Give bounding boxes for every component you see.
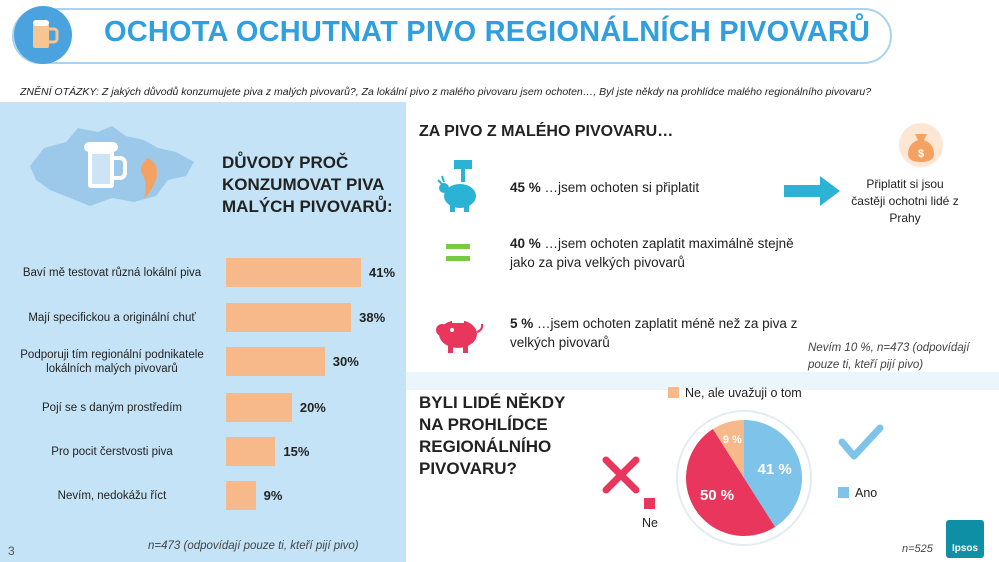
bar-label: Baví mě testovat různá lokální piva	[22, 267, 202, 279]
bar	[226, 347, 325, 376]
beer-mug-icon	[14, 6, 72, 64]
bar-label: Pojí se s daným prostředím	[42, 402, 182, 414]
bar-label: Nevím, nedokážu říct	[57, 490, 167, 502]
legend-swatch	[668, 387, 679, 398]
legend-ne-uvazuji: Ne, ale uvažuji o tom	[668, 386, 802, 400]
price-item-1: 45 % …jsem ochoten si připlatit	[510, 180, 700, 195]
arrow-right-icon	[784, 174, 842, 213]
pie-value-label: 41 %	[757, 461, 792, 479]
visit-pie-chart	[674, 408, 814, 548]
legend-ne: Ne	[642, 516, 658, 530]
ipsos-logo: Ipsos	[946, 520, 984, 558]
bar-label: Mají specifickou a originální chuť	[28, 312, 196, 324]
bar-value-label: 9%	[263, 488, 283, 503]
bar-value-label: 41%	[369, 265, 396, 280]
price-item-3: 5 % …jsem ochoten zaplatit méně než za piva z velkých pivovarů	[510, 316, 798, 350]
pie-value-label: 50 %	[699, 487, 735, 505]
prague-note: Připlatit si jsou častěji ochotni lidé z Prahy	[851, 177, 959, 225]
question-text: ZNĚNÍ OTÁZKY: Z jakých důvodů konzumujete piva z malých pivovarů?, Za lokální pivo z malého pivovaru jsem ochoten…, Byl jste někdy na prohlídce malého regionálního pivovaru?	[20, 86, 872, 98]
nevim-note: Nevím 10 %, n=473 (odpovídají pouze ti, kteří pijí pivo)	[808, 342, 970, 371]
piggy-bank-icon	[430, 310, 486, 361]
bar	[226, 437, 275, 466]
svg-text:$: $	[917, 148, 925, 160]
cross-icon	[600, 456, 642, 499]
reasons-heading: DŮVODY PROČ KONZUMOVAT PIVA MALÝCH PIVOVARŮ:	[222, 153, 393, 216]
bar	[226, 258, 361, 287]
piggy-bank-hammer-icon	[434, 158, 486, 219]
checkmark-icon	[838, 424, 884, 467]
equals-icon	[446, 244, 470, 267]
czech-map-icon	[26, 118, 201, 218]
pie-value-label: 9 %	[722, 433, 742, 446]
bar	[226, 303, 351, 332]
page-number: 3	[8, 544, 15, 558]
legend-swatch	[838, 487, 849, 498]
bar	[226, 393, 292, 422]
legend-ano: Ano	[838, 486, 877, 500]
money-bag-icon	[898, 122, 944, 173]
bar-value-label: 20%	[299, 400, 326, 415]
bar-label: Pro pocit čerstvosti piva	[51, 446, 173, 458]
price-heading: ZA PIVO Z MALÉHO PIVOVARU…	[419, 123, 674, 140]
bar-value-label: 38%	[359, 310, 386, 325]
legend-ne-swatch	[644, 498, 655, 509]
visit-heading: BYLI LIDÉ NĚKDY NA PROHLÍDCE REGIONÁLNÍHO PIVOVARU?	[419, 393, 566, 478]
bar-value-label: 15%	[283, 444, 310, 459]
bar-label: Podporuji tím regionální podnikatele lokálních malých pivovarů	[20, 349, 204, 375]
page-title: OCHOTA OCHUTNAT PIVO REGIONÁLNÍCH PIVOVARŮ	[104, 16, 871, 48]
price-item-2: 40 % …jsem ochoten zaplatit maximálně stejně jako za piva velkých pivovarů	[510, 236, 794, 270]
bar-value-label: 30%	[332, 354, 359, 369]
bar	[226, 481, 256, 510]
sample-note: n=473 (odpovídají pouze ti, kteří pijí pivo)	[148, 540, 359, 552]
visit-sample-note: n=525	[902, 543, 933, 555]
